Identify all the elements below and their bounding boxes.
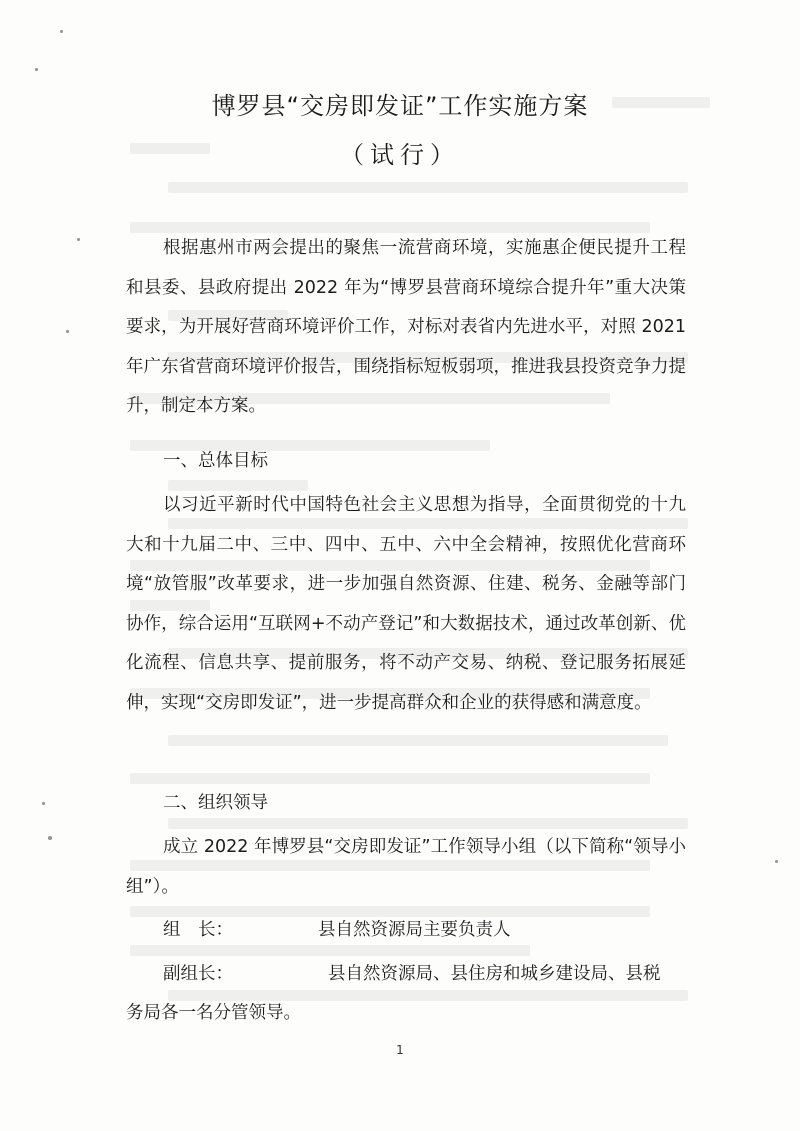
section-body-organization: 成立 2022 年博罗县“交房即发证”工作领导小组（以下简称“领导小组”）。 bbox=[126, 837, 686, 897]
deputy-value-continuation: 务局各一名分管领导。 bbox=[126, 1003, 301, 1023]
deputy-label: 副组长： bbox=[163, 964, 233, 984]
leader-value: 县自然资源局主要负责人 bbox=[318, 920, 511, 940]
page-number: 1 bbox=[396, 1043, 404, 1057]
intro-paragraph: 根据惠州市两会提出的聚焦一流营商环境，实施惠企便民提升工程和县委、县政府提出 2022 年为“博罗县营商环境综合提升年”重大决策要求，为开展好营商环境评价工作，对标对表省内先进水平，对照 2021 年广东省营商环境评价报告，围绕指标短板弱项，推进我县投资竞争力提升，制定本方案。 bbox=[126, 238, 686, 417]
section-heading-goals: 一、总体目标 bbox=[163, 451, 268, 471]
document-subtitle: （试行） bbox=[340, 141, 460, 169]
deputy-value: 县自然资源局、县住房和城乡建设局、县税 bbox=[328, 964, 661, 984]
section-body-goals: 以习近平新时代中国特色社会主义思想为指导，全面贯彻党的十九大和十九届二中、三中、四中、五中、六中全会精神，按照优化营商环境“放管服”改革要求，进一步加强自然资源、住建、税务、金融等部门协作，综合运用“互联网+不动产登记”和大数据技术，通过改革创新、优化流程、信息共享、提前服务，将不动产交易、纳税、登记服务拓展延伸，实现“交房即发证”，进一步提高群众和企业的获得感和满意度。 bbox=[126, 495, 686, 713]
leader-label: 组 长： bbox=[163, 920, 233, 940]
document-title: 博罗县“交房即发证”工作实施方案 bbox=[211, 92, 589, 120]
section-heading-organization: 二、组织领导 bbox=[163, 793, 268, 813]
